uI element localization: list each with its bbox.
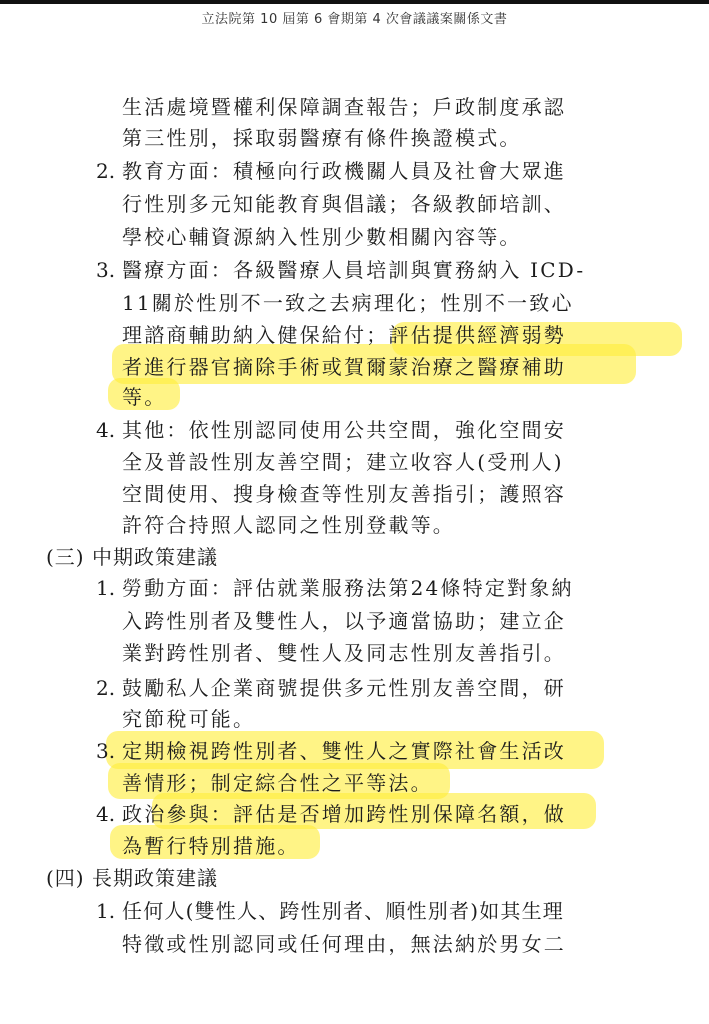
text-line: 為暫行特別措施。 [122,834,300,858]
text-line: 特徵或性別認同或任何理由，無法納於男女二 [122,932,566,956]
list-item-anyone [96,899,564,923]
list-item-education [96,159,566,183]
text-line: 任何人(雙性人、跨性別者、順性別者)如其生理 [122,899,565,923]
item-number: 3. [96,739,116,763]
text-line: 等。 [122,385,167,409]
text-line: 善情形；制定綜合性之平等法。 [122,771,433,795]
item-number: 2. [96,676,116,700]
item-number: 1. [96,576,116,600]
list-item-enterprise [96,676,566,700]
document-header: 立法院第 10 屆第 6 會期第 4 次會議議案關係文書 [201,12,508,27]
section-heading-midterm: (三) 中期政策建議 [46,545,218,569]
text-line: 第三性別，採取弱醫療有條件換證模式。 [122,126,522,150]
text-line: 業對跨性別者、雙性人及同志性別友善指引。 [122,641,566,665]
text-line: 醫療方面：各級醫療人員培訓與實務納入 ICD- [122,258,586,282]
list-item-labor [96,576,574,600]
text-line: 定期檢視跨性別者、雙性人之實際社會生活改 [122,739,566,763]
text-line: 行性別多元知能教育與倡議；各級教師培訓、 [122,192,566,216]
text-line: 勞動方面：評估就業服務法第24條特定對象納 [122,576,574,600]
list-item-medical [96,258,585,282]
item-number: 2. [96,159,116,183]
text-line: 鼓勵私人企業商號提供多元性別友善空間，研 [122,676,566,700]
top-edge-bar [0,0,709,4]
text-line: 學校心輔資源納入性別少數相關內容等。 [122,225,522,249]
text-line: 理諮商輔助納入健保給付；評估提供經濟弱勢 [122,323,566,347]
text-line: 許符合持照人認同之性別登載等。 [122,513,455,537]
item-number: 4. [96,418,116,442]
item-number: 1. [96,899,116,923]
text-line: 究節稅可能。 [122,707,256,731]
text-line: 教育方面：積極向行政機關人員及社會大眾進 [122,159,566,183]
text-line: 入跨性別者及雙性人，以予適當協助；建立企 [122,609,566,633]
text-line: 者進行器官摘除手術或賀爾蒙治療之醫療補助 [122,355,566,379]
text-line: 空間使用、搜身檢查等性別友善指引；護照容 [122,482,566,506]
section-heading-longterm: (四) 長期政策建議 [46,866,218,890]
list-item-politics [96,802,566,826]
item-number: 3. [96,258,116,282]
list-item-review [96,739,566,763]
text-line: 生活處境暨權利保障調查報告；戶政制度承認 [122,95,566,119]
list-item-other [96,418,566,442]
text-line: 其他：依性別認同使用公共空間，強化空間安 [122,418,566,442]
text-line: 全及普設性別友善空間；建立收容人(受刑人) [122,450,564,474]
text-line: 11關於性別不一致之去病理化；性別不一致心 [122,291,574,315]
item-number: 4. [96,802,116,826]
text-line: 政治參與：評估是否增加跨性別保障名額，做 [122,802,566,826]
